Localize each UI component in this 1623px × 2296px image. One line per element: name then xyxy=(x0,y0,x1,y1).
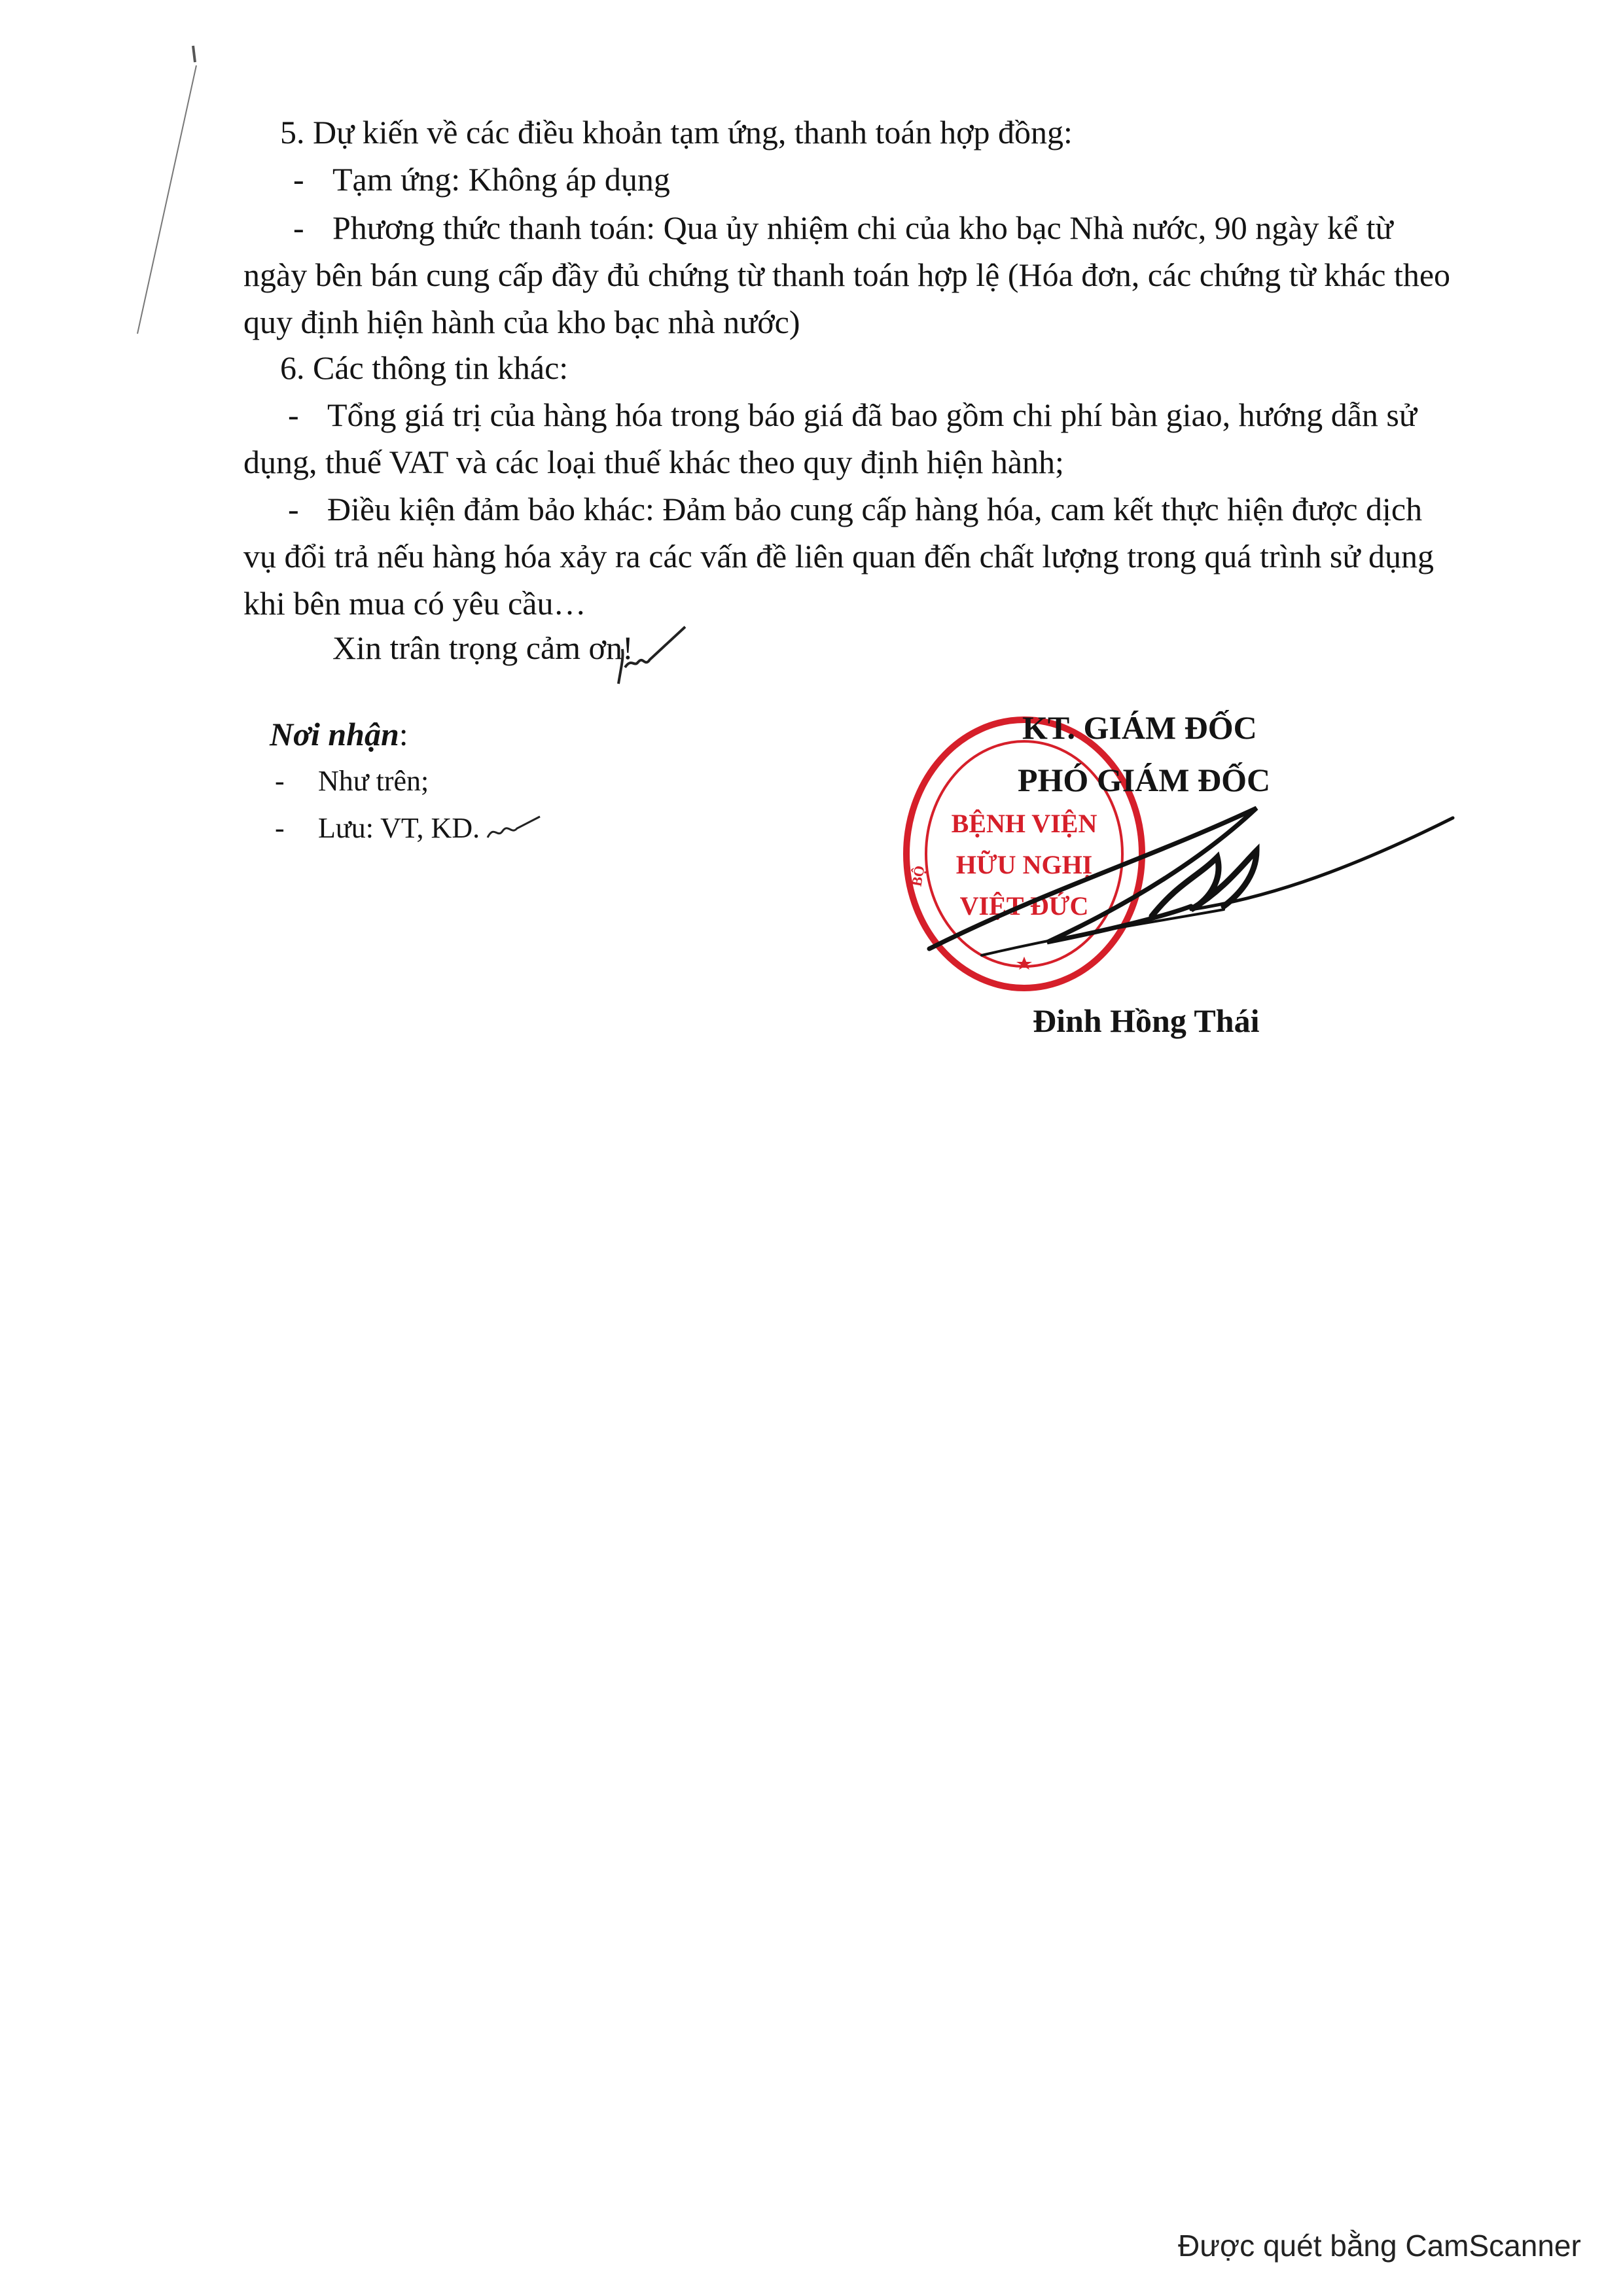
bullet-dash: - xyxy=(275,812,285,844)
stamp-line-1: BỆNH VIỆN xyxy=(951,809,1097,838)
margin-pencil-mark xyxy=(118,26,216,353)
item-text: Lưu: VT, KD. xyxy=(318,812,480,844)
recipient-item xyxy=(275,809,480,848)
signature-title-1: KT. GIÁM ĐỐC xyxy=(1022,709,1257,746)
section6-heading: 6. Các thông tin khác: xyxy=(280,349,569,386)
bullet-dash: - xyxy=(293,161,304,198)
bullet-dash: - xyxy=(288,491,299,527)
section5-item-payment xyxy=(293,208,1393,247)
section5-item-payment-cont2: quy định hiện hành của kho bạc nhà nước) xyxy=(243,304,800,340)
bullet-dash: - xyxy=(293,209,304,246)
recipients-heading xyxy=(270,715,408,754)
bullet-dash: - xyxy=(288,397,299,433)
section6-item-warranty-cont2: khi bên mua có yêu cầu… xyxy=(243,585,586,622)
stamp-line-3: VIỆT ĐỨC xyxy=(959,891,1089,921)
section5-item-payment-cont1: ngày bên bán cung cấp đầy đủ chứng từ thanh toán hợp lệ (Hóa đơn, các chứng từ khác theo xyxy=(243,256,1451,293)
initials-mark xyxy=(612,622,690,694)
scanner-watermark: Được quét bằng CamScanner xyxy=(1178,2229,1581,2263)
bullet-dash: - xyxy=(275,765,285,797)
section6-item-total-cont: dụng, thuế VAT và các loại thuế khác theo quy định hiện hành; xyxy=(243,444,1064,480)
item-text: Điều kiện đảm bảo khác: Đảm bảo cung cấp hàng hóa, cam kết thực hiện được dịch xyxy=(327,491,1423,527)
closing-line: Xin trân trọng cảm ơn! xyxy=(332,629,633,666)
item-text: Như trên; xyxy=(318,765,429,797)
item-text: Tổng giá trị của hàng hóa trong báo giá đã bao gồm chi phí bàn giao, hướng dẫn sử xyxy=(327,397,1417,433)
handwritten-signature xyxy=(916,779,1459,988)
section5-heading: 5. Dự kiến về các điều khoản tạm ứng, thanh toán hợp đồng: xyxy=(280,114,1073,150)
section6-item-total xyxy=(288,395,1417,434)
recipients-colon: : xyxy=(399,716,408,752)
stamp-line-2: HỮU NGHỊ xyxy=(955,850,1093,879)
section6-item-warranty-cont1: vụ đổi trả nếu hàng hóa xảy ra các vấn đề liên quan đến chất lượng trong quá trình sử dụng xyxy=(243,538,1434,574)
initials-mark xyxy=(484,811,543,844)
recipient-item xyxy=(275,762,429,801)
item-text: Phương thức thanh toán: Qua ủy nhiệm chi của kho bạc Nhà nước, 90 ngày kể từ xyxy=(332,209,1393,246)
recipients-title: Nơi nhận xyxy=(270,716,399,752)
signature-title-2: PHÓ GIÁM ĐỐC xyxy=(1018,762,1271,798)
stamp-side-text: BỘ xyxy=(908,864,928,888)
item-text: Tạm ứng: Không áp dụng xyxy=(332,161,670,198)
section6-item-warranty xyxy=(288,489,1422,529)
signer-name: Đinh Hồng Thái xyxy=(1033,1002,1260,1039)
section5-item-advance xyxy=(293,160,670,199)
